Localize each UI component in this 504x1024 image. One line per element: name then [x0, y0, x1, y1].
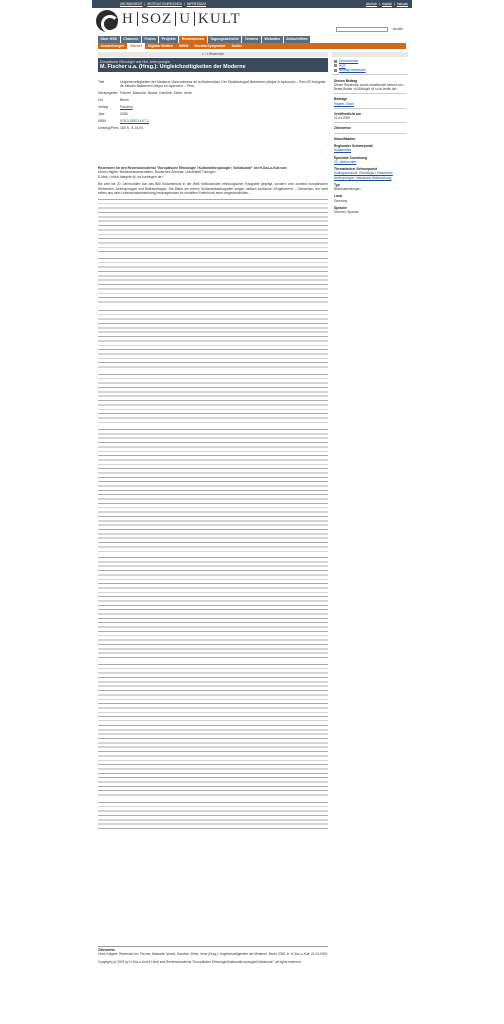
- pdf-link[interactable]: PDF: [334, 64, 406, 69]
- lang-en[interactable]: english: [381, 1, 392, 6]
- sidebar-heading: Epochale Zuordnung: [334, 155, 367, 160]
- top-link-impressum[interactable]: IMPRESSUM: [186, 1, 207, 6]
- nav-zeitschriften[interactable]: Zeitschriften: [284, 36, 311, 43]
- pagination[interactable]: 1 / 1 Rezension: [98, 52, 328, 57]
- hsk-logo-icon[interactable]: [96, 10, 118, 32]
- logo-part: SOZ: [140, 10, 173, 27]
- nav-projekte[interactable]: Projekte: [159, 36, 178, 43]
- meta-row: Ort Berlin: [98, 98, 129, 103]
- subnav-buecher[interactable]: Bücher: [127, 43, 145, 49]
- review-text-block: [98, 258, 328, 306]
- meta-row: Jahr 2008: [98, 112, 128, 117]
- subnav-archiv[interactable]: Archiv: [231, 44, 243, 48]
- nav-chancen[interactable]: Chancen: [121, 36, 141, 43]
- book-metadata: [98, 80, 328, 130]
- top-bar: [92, 0, 412, 8]
- subnav-review-symposien[interactable]: Review-Symposien: [194, 44, 226, 48]
- topic-link[interactable]: Kulturgeschichte, Ethnologie / Historische Anthropologie, Historische Bildforschung: [334, 171, 393, 180]
- sidebar-heading: Veröffentlicht am: [334, 111, 361, 116]
- logo-part: U: [179, 10, 192, 27]
- sidebar-text: German, Spanish: [334, 210, 359, 215]
- article-header: [98, 58, 328, 72]
- sidebar-sections: [332, 75, 408, 216]
- reviewer-intro: Rezensiert für den Rezensionsdienst "Europäische Ethnologie / Kulturanthropologie / Volkskunde" bei H-Soz-u-Kult von:: [98, 166, 288, 170]
- review-text-block: [98, 199, 328, 255]
- logo-part: KULT: [198, 10, 241, 27]
- reviewer-name: Ulrich Hägele, Medienwissenschaften, Deutsches Seminar, Universität Tübingen: [98, 170, 216, 175]
- meta-row: Umfang/Preis 160 S., € 24,00: [98, 125, 143, 130]
- divider: [98, 946, 328, 947]
- lang-fr[interactable]: français: [396, 1, 408, 6]
- nav-termine[interactable]: Termine: [242, 36, 261, 43]
- print-icon: [334, 60, 337, 63]
- publisher-link[interactable]: Panama: [120, 105, 133, 110]
- subnav-www[interactable]: WWW: [178, 44, 189, 48]
- pdf-icon: [334, 64, 337, 67]
- sidebar-text: Bildersammlungen: [334, 187, 361, 192]
- review-text-block: [98, 725, 328, 799]
- citation-footer: [98, 948, 328, 964]
- top-links: ABONNEMENT | BEITRAG EINREICHEN | IMPRESSUM: [120, 1, 207, 6]
- review-text-block: [98, 429, 328, 553]
- review-text-block: [98, 802, 328, 832]
- review-text-block: [98, 374, 328, 426]
- citation-text: Ulrich Hägele: Rezension zu: Fischer, Manuela; Noack, Karoline; Ziehe, Irene (Hrsg.): Ungleichzeitigkeiten der Moderne. Berlin 2008, in: H-Soz-u-Kult, 21.04.2009.: [98, 952, 328, 957]
- page-margin-left: [0, 0, 92, 1024]
- sidebar-heading: Diesen Beitrag: [334, 78, 358, 83]
- meta-row: Titel Ungleichzeitigkeiten der Moderne /Asicronismos de la Modernidad. Der Studiofotograf Baldomero Alejos in Ayacucho – Peru /El fotógrafo de estudio Baldomero Alejos en Ayacucho – Peru: [98, 80, 326, 89]
- site-logo[interactable]: [122, 12, 241, 26]
- meta-row: ISBN 978-3-938714-07-2: [98, 119, 328, 123]
- search-input[interactable]: [336, 27, 388, 32]
- sidebar-tools: [332, 58, 408, 75]
- review-text-block: [98, 310, 328, 371]
- language-switch: deutsch | english | français: [365, 1, 408, 6]
- citation-heading: Zitierweise: [98, 948, 116, 952]
- meta-row: Verlag Panama: [98, 105, 328, 109]
- sidebar-heading: Sprache: [334, 205, 348, 210]
- nav-rezensionen[interactable]: Rezensionen: [179, 36, 206, 43]
- review-body: [98, 166, 328, 835]
- sidebar: [332, 52, 408, 215]
- search-button[interactable]: suchen: [392, 27, 404, 31]
- copyright-text: Copyright (c) 2009 by H-Soz-u-Kult (H-Net) and Rezensionsdienst "Europäische Ethnologie/Kulturanthropologie/Volkskunde", all rights reserved.: [98, 959, 302, 964]
- top-link-abonnement[interactable]: ABONNEMENT: [120, 1, 143, 6]
- sidebar-heading: Regionaler Schwerpunkt: [334, 144, 373, 149]
- sidebar-heading: Klassifikation: [334, 136, 356, 141]
- article-category: Europäische Ethnologie und Hist. Anthropologie: [100, 59, 170, 64]
- region-link[interactable]: Südamerika: [334, 148, 352, 153]
- sidebar-text: Dieser Rezension wurde redaktionell betreut von: Beate Binder <h2446cgfh @ rz.hu-berlin.de>: [334, 83, 404, 92]
- sidebar-heading: Beiträge: [334, 97, 348, 102]
- sidebar-text: Germany: [334, 198, 348, 203]
- review-paragraph: Bis weit ins 20. Jahrhundert war das Bild Südamerikas in der Welt frühkolonialer ethnologischer Fotografie geprägt, sondern vom zumeist europäischen Reisenden, Anthropologen und Bildreportagen. Die Bilder der frühen Südamerikafotografen zeigen vielfach exotische „Eingeborene“ – Menschen, die nicht selten aus dem Lebenszusammenhang herausgerissen im modellen Freifeld mit einer eingeschränkten ...: [98, 182, 328, 196]
- logo-part: H: [122, 10, 134, 27]
- main-nav: [98, 36, 310, 43]
- nav-forum[interactable]: Forum: [142, 36, 158, 43]
- isbn-link[interactable]: 978-3-938714-07-2: [120, 118, 150, 123]
- top-link-beitrag[interactable]: BEITRAG EINREICHEN: [147, 1, 182, 6]
- nav-websites[interactable]: Websites: [262, 36, 283, 43]
- epoch-link[interactable]: 20. Jahrhundert: [334, 159, 357, 164]
- sidebar-heading: Land: [334, 194, 342, 199]
- send-link[interactable]: Beitrag versenden: [334, 68, 406, 73]
- sidebar-heading: Thematischer Schwerpunkt: [334, 167, 378, 172]
- nav-tagungsberichte[interactable]: Tagungsberichte: [208, 36, 242, 43]
- sidebar-top-bar: [332, 52, 408, 57]
- sidebar-heading: Typ: [334, 182, 340, 187]
- nav-ueber-hsk[interactable]: Über HSK: [98, 36, 120, 43]
- page: [92, 0, 412, 1024]
- sidebar-heading[interactable]: Zitierweise: [334, 126, 352, 131]
- review-text-block: [98, 664, 328, 721]
- review-text-block: [98, 557, 328, 661]
- meta-row: Herausgeber Fischer, Manuela; Noack, Karoline; Ziehe, Irene: [98, 91, 192, 96]
- sub-nav: [98, 43, 406, 49]
- sidebar-text: 21.04.2009: [334, 116, 350, 121]
- subnav-ausstellungen[interactable]: Ausstellungen: [101, 44, 125, 48]
- lang-de[interactable]: deutsch: [365, 1, 378, 6]
- mail-icon: [334, 69, 337, 72]
- article-title: M. Fischer u.a. (Hrsg.): Ungleichzeitigkeiten der Moderne: [100, 63, 246, 70]
- reviewer-mail[interactable]: E-Mail: <ulrich.haegele @ uni-tuebingen.de>: [98, 174, 164, 179]
- subnav-digitale-medien[interactable]: Digitale Medien: [148, 44, 173, 48]
- author-link[interactable]: Hägele, Ulrich: [334, 101, 355, 106]
- print-link[interactable]: Druckversion: [334, 59, 406, 64]
